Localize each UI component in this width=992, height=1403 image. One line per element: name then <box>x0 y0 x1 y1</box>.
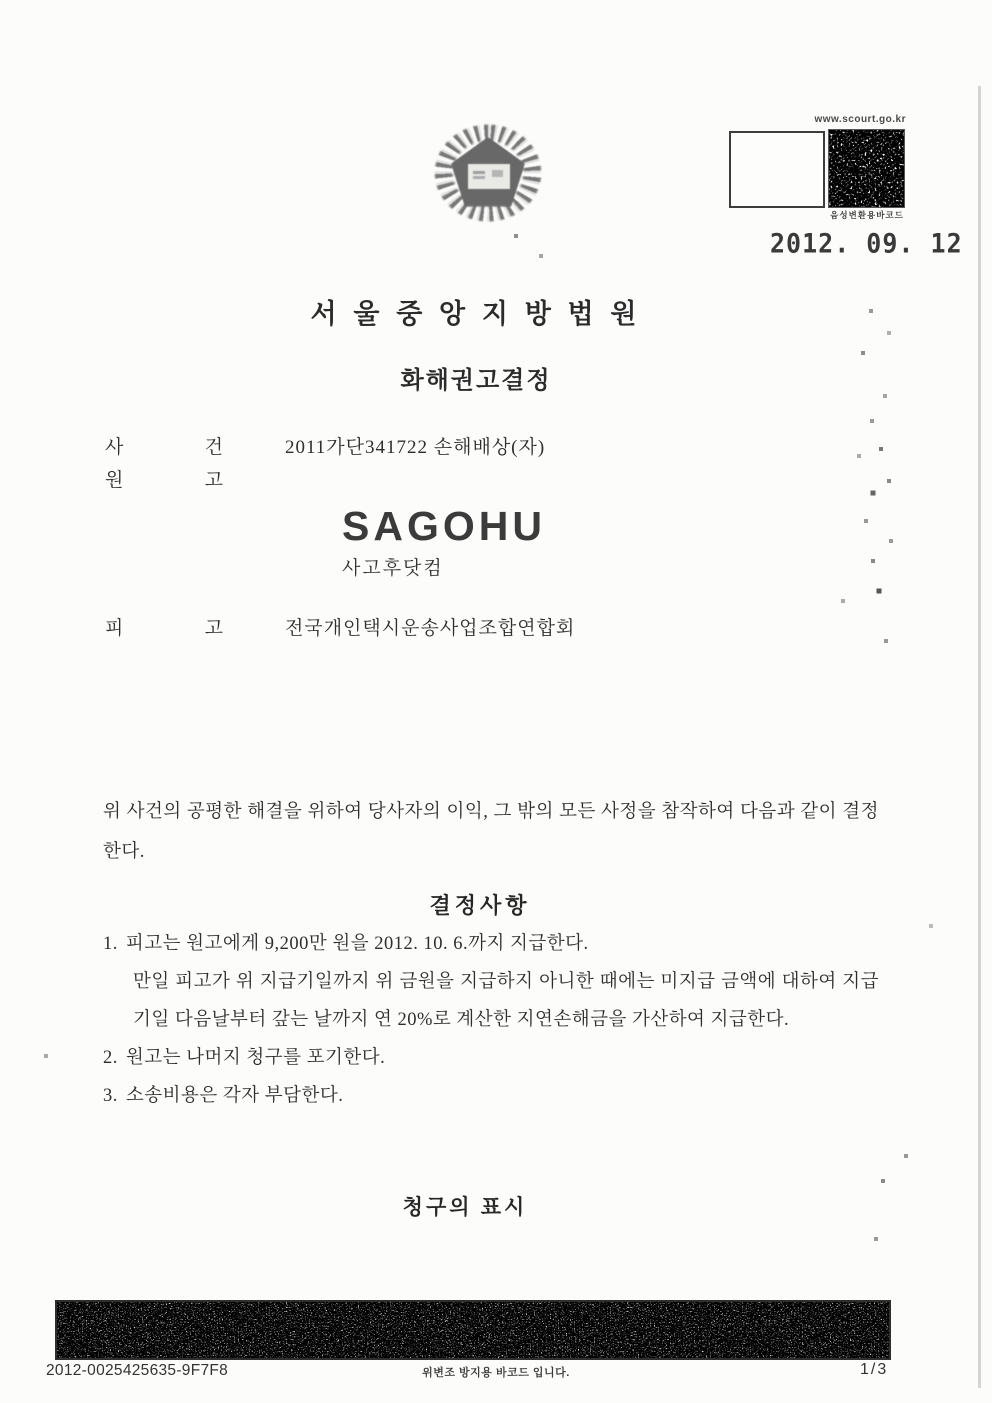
decision-item-1 <box>103 925 879 963</box>
court-website-url: www.scourt.go.kr <box>814 114 906 125</box>
plaintiff-label <box>105 465 223 492</box>
plaintiff-watermark-stamp <box>342 503 546 580</box>
decision-item-1-subclause: 만일 피고가 위 지급기일까지 위 금원을 지급하지 아니한 때에는 미지급 금액에 대하여 지급기일 다음날부터 갚는 날까지 연 20%로 계산한 지연손해금을 가산하여 지급한다. <box>133 972 879 1030</box>
defendant-label <box>105 613 223 640</box>
item-number: 3. <box>103 1086 118 1106</box>
sagohu-logo: SAGOHU <box>342 503 546 549</box>
received-date-stamp: 2012. 09. 12 <box>770 227 963 260</box>
case-label-char1: 사 <box>105 437 124 458</box>
case-number-value: 2011가단341722 손해배상(자) <box>285 437 546 458</box>
item-text: 피고는 원고에게 9,200만 원을 2012. 10. 6.까지 지급한다. <box>125 934 589 954</box>
case-label <box>105 432 223 459</box>
sagohu-caption: 사고후닷컴 <box>342 558 444 579</box>
plaintiff-row <box>105 465 223 492</box>
document-title: 화해권고결정 <box>400 368 552 394</box>
scan-edge-line <box>978 86 981 1388</box>
court-seal-stamp-icon <box>432 122 544 224</box>
plaintiff-label-char2: 고 <box>204 470 223 491</box>
decision-item-3 <box>103 1077 879 1115</box>
defendant-label-char1: 피 <box>105 618 124 639</box>
footer-document-number: 2012-0025425635-9F7F8 <box>46 1362 229 1379</box>
item-text: 소송비용은 각자 부담한다. <box>125 1086 344 1106</box>
decision-intro-paragraph: 위 사건의 공평한 해결을 위하여 당사자의 이익, 그 밖의 모든 사정을 참작하여 다음과 같이 결정한다. <box>103 802 879 862</box>
court-name-title: 서 울 중 앙 지 방 법 원 <box>310 299 642 329</box>
case-label-char2: 건 <box>204 437 223 458</box>
decision-section-heading: 결정사항 <box>429 893 531 918</box>
voice-barcode-icon <box>828 129 905 208</box>
decision-item-2 <box>103 1039 879 1077</box>
case-number-row <box>105 432 545 459</box>
defendant-name-value: 전국개인택시운송사업조합연합회 <box>285 618 576 639</box>
empty-stamp-box <box>729 131 825 208</box>
scan-noise-specks <box>0 0 2 2</box>
plaintiff-label-char1: 원 <box>105 470 124 491</box>
defendant-row <box>105 613 575 640</box>
footer-barcode-note: 위변조 방지용 바코드 입니다. <box>422 1367 570 1379</box>
item-text: 원고는 나머지 청구를 포기한다. <box>125 1048 386 1068</box>
decision-items-list <box>103 925 879 1115</box>
footer-page-indicator: 1/3 <box>860 1361 889 1378</box>
item-number: 2. <box>103 1048 118 1068</box>
anti-forgery-barcode-icon <box>55 1300 891 1360</box>
claim-section-heading: 청구의 표시 <box>402 1195 528 1219</box>
item-number: 1. <box>103 934 118 954</box>
seal-inner-window <box>468 164 510 189</box>
defendant-label-char2: 고 <box>204 618 223 639</box>
voice-barcode-label: 음성변환용바코드 <box>830 210 904 220</box>
